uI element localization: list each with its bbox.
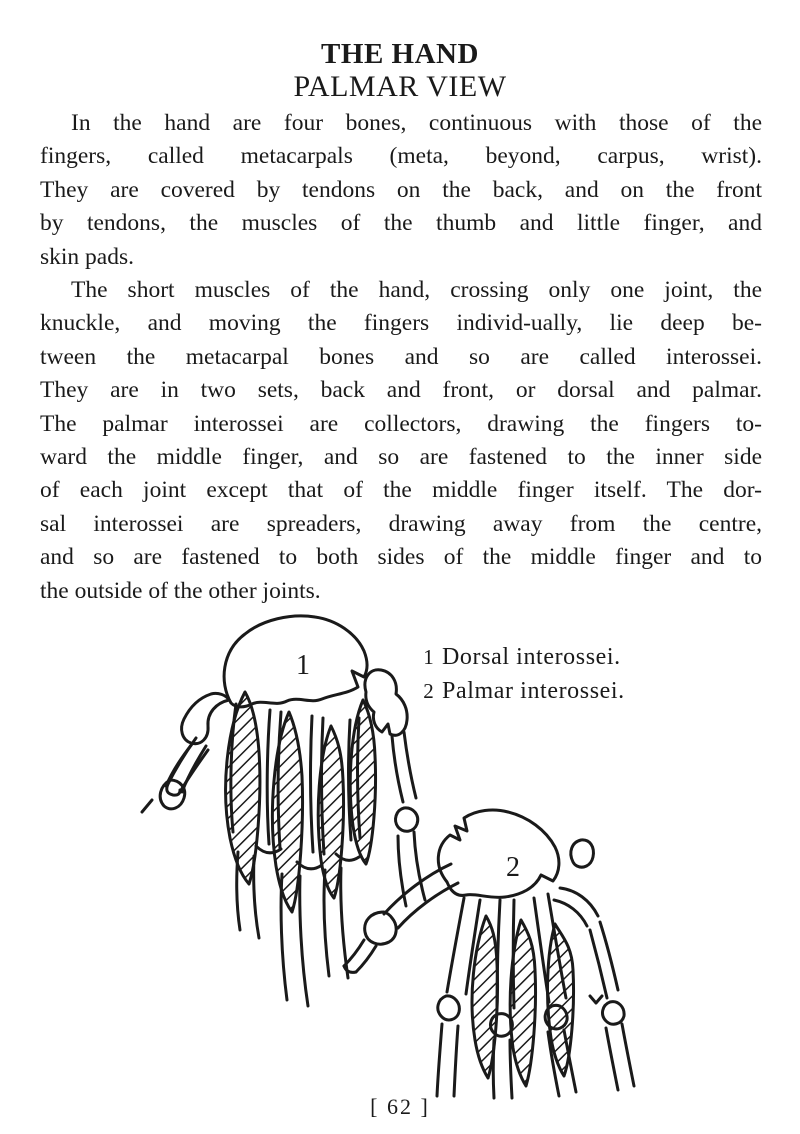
legend-item-palmar [416, 678, 625, 705]
text-line: knuckle, and moving the fingers individ-ually, lie deep be- [40, 310, 762, 337]
text-line: skin pads. [40, 243, 134, 270]
legend-item-dorsal [416, 644, 625, 671]
text-line: the outside of the other joints. [40, 577, 321, 604]
hand2-pinky-head [554, 900, 587, 926]
text-line: by tendons, the muscles of the thumb and little finger, and [40, 210, 762, 237]
legend-number: 2 [423, 679, 435, 703]
hand2-pinky-phalanx [622, 1024, 634, 1086]
hand1-pinky-shaft [392, 736, 403, 802]
paragraph-2 [40, 274, 762, 608]
text-line: fingers, called metacarpals (meta, beyond, carpus, wrist). [40, 143, 762, 170]
hand2-phalanx [437, 1024, 442, 1096]
hand1-metacarpal [267, 710, 270, 844]
hand1-sketch-tick [142, 800, 152, 812]
hand1-muscle-hatched [350, 700, 375, 864]
text-line: They are in two sets, back and front, or dorsal and palmar. [40, 377, 762, 404]
hand2-thumb-knob [365, 912, 396, 944]
anatomy-figure [0, 600, 800, 1110]
hand1-wrist-bone [182, 693, 229, 743]
hand1-pinky-shaft [404, 732, 416, 798]
hand1-drawing [142, 616, 425, 1006]
hand2-sesamoid-bone [571, 840, 594, 867]
text-line: of each joint except that of the middle finger itself. The dor- [40, 477, 762, 504]
hand1-pinky-knuckle [396, 808, 418, 831]
hand2-thumb-tip [344, 966, 356, 972]
hand2-pinky-knuckle [603, 1002, 625, 1025]
hand1-figure-label: 1 [296, 650, 310, 681]
hand2-drawing [344, 810, 634, 1098]
page-header [0, 38, 800, 103]
text-line: They are covered by tendons on the back, and on the front [40, 176, 762, 203]
hand2-pinky-head [560, 888, 598, 916]
hand2-phalanx [454, 1026, 458, 1096]
legend-number: 1 [423, 645, 435, 669]
text-line: tween the metacarpal bones and so are called interossei. [40, 343, 762, 370]
body-text [40, 107, 762, 608]
hand1-metacarpal [311, 716, 313, 852]
legend-label: Palmar interossei. [442, 678, 625, 704]
hand1-thumb-bone [168, 738, 196, 784]
text-line: ward the middle finger, and so are fastened to the inner side [40, 444, 762, 471]
page-number: [ 62 ] [370, 1094, 430, 1119]
hand2-knuckle-mark [590, 996, 602, 1003]
page-title: THE HAND [321, 38, 479, 70]
hand2-thumb-tip [344, 940, 364, 966]
hand2-pinky-phalanx [606, 1028, 618, 1090]
hand1-muscle-hatched [272, 712, 302, 912]
text-line: and so are fastened to both sides of the middle finger and to [40, 544, 762, 571]
hand1-pinky-phalanx [414, 832, 425, 900]
legend-label: Dorsal interossei. [442, 644, 621, 670]
hand2-phalanx [493, 1040, 494, 1098]
hand2-knuckle [438, 996, 460, 1020]
figure-legend [416, 644, 625, 712]
text-line: sal interossei are spreaders, drawing away from the centre, [40, 510, 762, 537]
text-line: The short muscles of the hand, crossing only one joint, the [71, 277, 762, 304]
hand2-figure-label: 2 [506, 852, 520, 883]
hand2-muscle-hatched [510, 920, 535, 1086]
hand1-thumb-tip [167, 784, 180, 795]
hand1-phalanx [254, 856, 259, 938]
hand1-phalanx [300, 876, 308, 1006]
page-subtitle: PALMAR VIEW [293, 70, 507, 103]
hand2-metacarpal [447, 898, 464, 992]
text-line: In the hand are four bones, continuous with those of the [71, 110, 762, 136]
paragraph-1 [40, 107, 762, 274]
text-line: The palmar interossei are collectors, drawing the fingers to- [40, 410, 762, 437]
